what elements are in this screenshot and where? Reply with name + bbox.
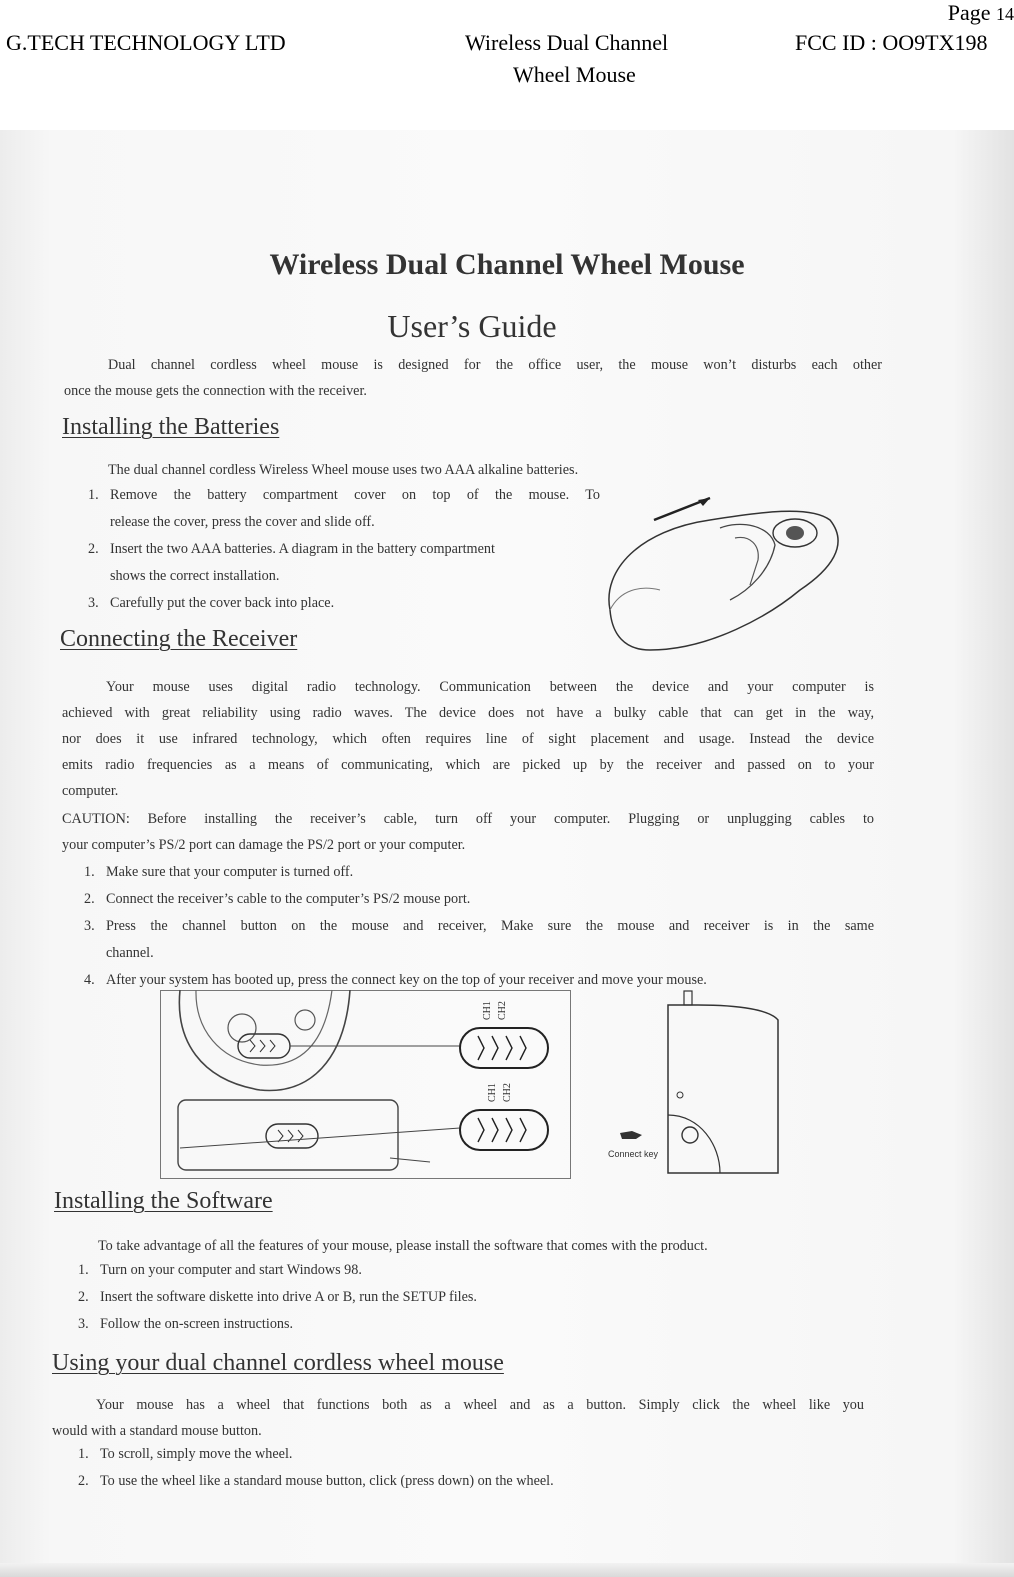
receiver-curve	[668, 1115, 720, 1173]
list-item: 3. Carefully put the cover back into place.	[88, 595, 335, 611]
switch-detail-grip	[478, 1036, 526, 1060]
list-item: 1. To scroll, simply move the wheel.	[78, 1446, 293, 1462]
product-name-line1: Wireless Dual Channel	[465, 30, 669, 55]
list-item: 2. Connect the receiver’s cable to the computer’s PS/2 mouse port.	[84, 891, 471, 907]
list-item: 2. Insert the two AAA batteries. A diagram in the battery compartment shows the correct installation.	[88, 541, 495, 584]
battery-cover	[720, 524, 775, 600]
mouse-underside	[179, 990, 350, 1090]
receiver-channel-switch	[266, 1124, 318, 1148]
software-intro: To take advantage of all the features of your mouse, please install the software that comes with the product.	[98, 1238, 708, 1254]
product-name-line2: Wheel Mouse	[513, 62, 636, 87]
ch1-label-top: CH1	[482, 1001, 493, 1020]
ch2-label-top: CH2	[497, 1001, 508, 1020]
page-label: Page	[947, 0, 991, 25]
page-number-value: 14	[996, 4, 1014, 24]
connect-key-button	[682, 1127, 698, 1143]
list-item: 3. Follow the on-screen instructions.	[78, 1316, 294, 1332]
list-item: 2. To use the wheel like a standard mouse button, click (press down) on the wheel.	[78, 1473, 554, 1489]
pointing-hand-icon	[620, 1131, 642, 1139]
intro-line: Dual channel cordless wheel mouse is designed for the office user, the mouse won’t disturbs each other	[108, 357, 882, 373]
receiver-cable	[390, 1158, 430, 1162]
document-subtitle: User’s Guide	[387, 308, 557, 344]
receiver-illustration	[600, 985, 790, 1175]
status-led	[677, 1092, 683, 1098]
list-item: 3. Press the channel button on the mouse and receiver, Make sure the mouse and receiver is in the same channel.	[84, 918, 874, 961]
switch-grip	[250, 1040, 275, 1052]
software-steps	[78, 1257, 878, 1338]
callout-line-receiver	[180, 1128, 460, 1148]
ch2-label-bottom: CH2	[502, 1083, 513, 1102]
scroll-wheel	[786, 526, 804, 540]
list-item: 2. Insert the software diskette into drive A or B, run the SETUP files.	[78, 1289, 477, 1305]
switch-detail-mouse	[460, 1028, 548, 1068]
fcc-id: FCC ID : OO9TX198	[795, 30, 988, 55]
list-item: 4. After your system has booted up, press the connect key on the top of your receiver and move your mouse.	[84, 972, 707, 988]
mouse-side-line	[610, 588, 660, 610]
ch1-label-bottom: CH1	[487, 1083, 498, 1102]
intro-paragraph	[64, 352, 882, 404]
heading-connecting-receiver: Connecting the Receiver	[60, 626, 298, 652]
receiver-body: Your mouse uses digital radio technology. Communication between the device and your computer is achieved with great reliability using radio waves. The device does not have a bulky cable that can get in the way, nor does it use infrared technology, which often requires line of sight placement and usage. Instead the device emits radio frequencies as a means of communicating, which are picked up by the receiver and passed on to your computer.	[62, 679, 874, 799]
heading-using-mouse: Using your dual channel cordless wheel mouse	[52, 1350, 504, 1376]
mouse-channel-switch	[238, 1034, 290, 1058]
company-name: G.TECH TECHNOLOGY LTD	[6, 30, 286, 55]
using-steps	[78, 1441, 878, 1495]
page-number	[948, 0, 1014, 26]
list-item: 1. Remove the battery compartment cover on top of the mouse. To release the cover, press the cover and slide off.	[88, 487, 600, 530]
connect-key-label: Connect key	[608, 1149, 659, 1159]
heading-installing-software: Installing the Software	[54, 1188, 273, 1214]
receiver-body	[668, 1005, 778, 1173]
list-item: 1. Make sure that your computer is turned off.	[84, 864, 354, 880]
switch-detail-grip	[478, 1118, 526, 1142]
batteries-intro: The dual channel cordless Wireless Wheel mouse uses two AAA alkaline batteries.	[108, 462, 579, 478]
battery-cover-edge	[735, 537, 758, 585]
receiver-steps	[84, 859, 874, 994]
mouse-screw	[295, 1010, 315, 1030]
intro-line: once the mouse gets the connection with the receiver.	[64, 383, 367, 399]
scan-edge	[0, 1563, 1014, 1577]
channel-diagram	[160, 990, 580, 1180]
caution-paragraph: CAUTION: Before installing the receiver’s cable, turn off your computer. Plugging or unplugging cables to your computer’s PS/2 port can damage the PS/2 port or your computer.	[62, 811, 874, 853]
list-item: 1. Turn on your computer and start Windows 98.	[78, 1262, 362, 1278]
using-body: Your mouse has a wheel that functions both as a wheel and as a button. Simply click the wheel like you would with a standard mouse button.	[52, 1397, 864, 1439]
switch-detail-receiver	[460, 1110, 548, 1150]
antenna-icon	[684, 991, 692, 1005]
batteries-steps	[88, 482, 600, 617]
arrow-head	[698, 498, 710, 506]
mouse-battery-illustration	[600, 490, 850, 660]
document-title: Wireless Dual Channel Wheel Mouse	[269, 248, 745, 281]
heading-installing-batteries: Installing the Batteries	[62, 414, 280, 440]
